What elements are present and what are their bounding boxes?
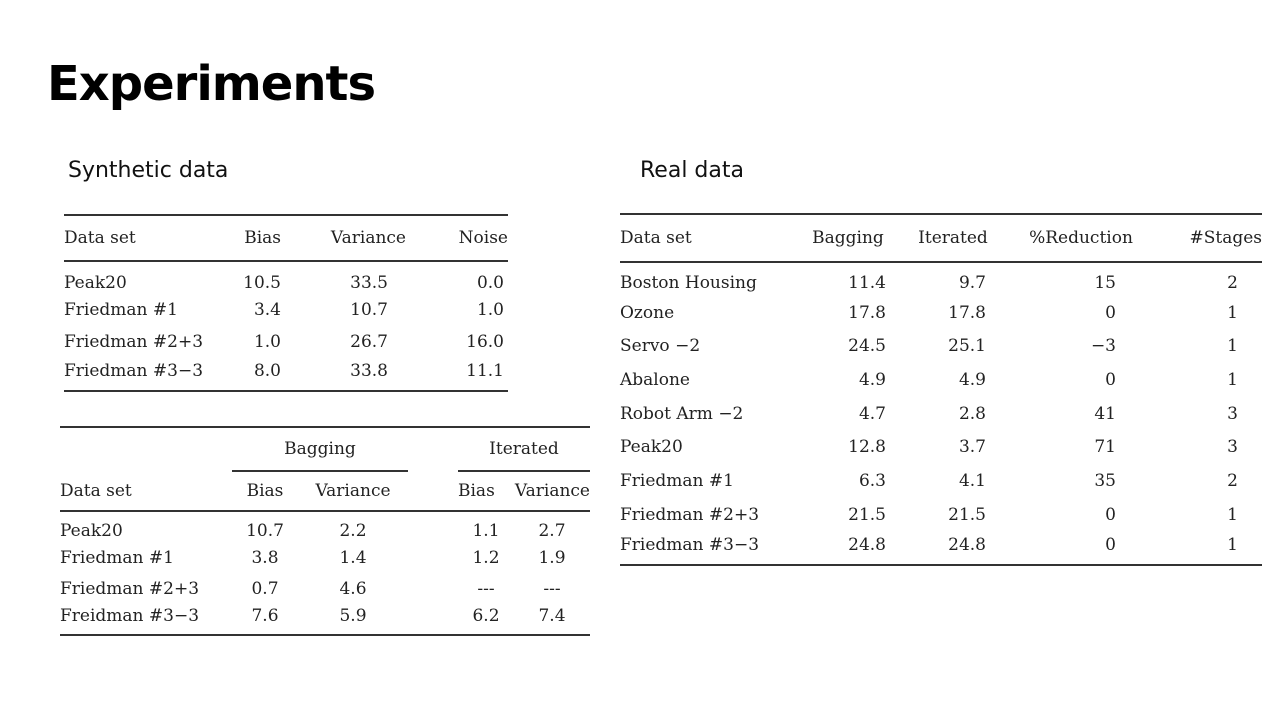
group-header-row: [60, 427, 590, 471]
table-row: [64, 294, 508, 327]
table-cell: 0: [1105, 504, 1116, 525]
table-cell: 17.8: [848, 302, 886, 323]
table-cell: 26.7: [350, 332, 388, 353]
table-cell: 24.5: [848, 336, 886, 357]
table-cell: 7.6: [251, 606, 279, 626]
real-data-table: [620, 213, 1262, 566]
table-cell: 10.7: [246, 521, 284, 541]
table-cell: ---: [543, 578, 561, 599]
table-cell: 1: [1227, 534, 1238, 555]
table-cell: 16.0: [466, 332, 504, 353]
table-cell: 8.0: [253, 361, 281, 382]
table-cell: 0.0: [476, 272, 504, 293]
table-cell: 3.8: [251, 547, 279, 568]
group-header-iterated: Iterated: [458, 427, 590, 471]
real-data-label: Real data: [640, 158, 744, 183]
header-cell: %Reduction: [1008, 214, 1154, 262]
table-row: [60, 542, 590, 573]
table-cell: Friedman #1: [64, 299, 178, 320]
table-row: [620, 397, 1262, 431]
table-cell: 11.1: [466, 361, 504, 382]
table-row: [620, 262, 1262, 296]
synthetic-noise-table: [64, 214, 508, 392]
table-cell: Boston Housing: [620, 273, 757, 294]
header-cell: Bagging: [798, 214, 898, 262]
table-cell: 2: [1227, 470, 1238, 491]
header-cell: Bias: [224, 215, 281, 261]
table-cell: 41: [1094, 403, 1116, 424]
table-cell: 2: [1227, 273, 1238, 294]
table-cell: 7.4: [538, 606, 566, 626]
table-cell: 24.8: [948, 534, 986, 555]
table-cell: 1: [1227, 369, 1238, 390]
table-cell: Friedman #3−3: [620, 534, 760, 555]
table-row: [620, 430, 1262, 464]
header-cell: Variance: [514, 471, 590, 511]
table-row: [60, 604, 590, 635]
table-cell: Friedman #1: [620, 470, 734, 491]
table-cell: Friedman #2+3: [620, 504, 760, 525]
table-cell: 2.7: [538, 521, 566, 541]
table-cell: Abalone: [620, 369, 690, 390]
table-cell: 1: [1227, 504, 1238, 525]
slide-title: Experiments: [47, 56, 376, 112]
table-cell: 12.8: [848, 437, 886, 458]
table-cell: −3: [1090, 336, 1116, 357]
table-header-row: [64, 215, 508, 261]
table-cell: 11.4: [848, 273, 886, 294]
table-cell: Friedman #3−3: [64, 361, 204, 382]
table-cell: 4.1: [958, 470, 986, 491]
header-cell: Iterated: [898, 214, 1008, 262]
synthetic-data-label: Synthetic data: [68, 158, 229, 183]
table-cell: 33.5: [350, 272, 388, 293]
table-cell: 1.1: [472, 521, 500, 541]
table-cell: 4.6: [339, 578, 367, 599]
table-row: [64, 261, 508, 294]
table-cell: 6.2: [472, 606, 500, 626]
table-row: [620, 296, 1262, 330]
table-cell: 4.9: [858, 369, 886, 390]
header-cell: Data set: [620, 214, 798, 262]
table-header-row: [60, 471, 590, 511]
table-cell: Friedman #2+3: [60, 578, 200, 599]
table-cell: Ozone: [620, 302, 675, 323]
table-cell: 3.7: [958, 437, 986, 458]
table-cell: 4.7: [858, 403, 886, 424]
table-row: [64, 359, 508, 392]
table-cell: 0.7: [251, 578, 279, 599]
table-cell: 1.9: [538, 547, 566, 568]
table-cell: 3.4: [253, 299, 281, 320]
table-cell: 25.1: [948, 336, 986, 357]
table-cell: 21.5: [848, 504, 886, 525]
table-cell: 21.5: [948, 504, 986, 525]
table-cell: 0: [1105, 369, 1116, 390]
table-cell: 17.8: [948, 302, 986, 323]
header-cell: #Stages: [1154, 214, 1262, 262]
table-row: [620, 532, 1262, 566]
table-cell: 24.8: [848, 534, 886, 555]
table-cell: Peak20: [64, 272, 127, 293]
table-cell: 0: [1105, 534, 1116, 555]
table-header-row: [620, 214, 1262, 262]
table-cell: 9.7: [958, 273, 986, 294]
table-cell: Friedman #1: [60, 547, 174, 568]
table-cell: Friedman #2+3: [64, 332, 204, 353]
table-cell: 1: [1227, 336, 1238, 357]
header-cell: Variance: [298, 471, 408, 511]
synthetic-compare-table: [60, 426, 590, 636]
table-cell: Robot Arm −2: [620, 403, 744, 424]
group-header-bagging: Bagging: [232, 427, 408, 471]
table-cell: 0: [1105, 302, 1116, 323]
table-cell: 2.8: [958, 403, 986, 424]
table-cell: 35: [1094, 470, 1116, 491]
table-cell: 3: [1227, 403, 1238, 424]
table-row: [60, 511, 590, 542]
table-cell: 1.0: [253, 332, 281, 353]
table-row: [64, 326, 508, 359]
table-cell: Peak20: [60, 521, 123, 541]
table-cell: 15: [1094, 273, 1116, 294]
table-cell: Servo −2: [620, 336, 701, 357]
table-row: [620, 363, 1262, 397]
table-cell: 2.2: [339, 521, 367, 541]
table-row: [620, 329, 1262, 363]
table-cell: 33.8: [350, 361, 388, 382]
table-cell: 71: [1094, 437, 1116, 458]
header-cell: Variance: [281, 215, 406, 261]
header-cell: Noise: [406, 215, 508, 261]
table-cell: Freidman #3−3: [60, 606, 200, 626]
header-cell: Data set: [60, 471, 232, 511]
table-cell: 10.5: [243, 272, 281, 293]
table-cell: 1.2: [472, 547, 500, 568]
table-cell: 10.7: [350, 299, 388, 320]
header-cell: Bias: [458, 471, 514, 511]
table-row: [60, 573, 590, 604]
table-cell: 1.4: [339, 547, 367, 568]
table-cell: 1: [1227, 302, 1238, 323]
table-cell: Peak20: [620, 437, 683, 458]
table-cell: 3: [1227, 437, 1238, 458]
table-cell: 1.0: [476, 299, 504, 320]
table-row: [620, 498, 1262, 532]
table-cell: 6.3: [858, 470, 886, 491]
header-cell: Data set: [64, 215, 224, 261]
table-row: [620, 464, 1262, 498]
header-cell: Bias: [232, 471, 298, 511]
table-cell: ---: [477, 578, 495, 599]
table-cell: 4.9: [958, 369, 986, 390]
table-cell: 5.9: [339, 606, 367, 626]
